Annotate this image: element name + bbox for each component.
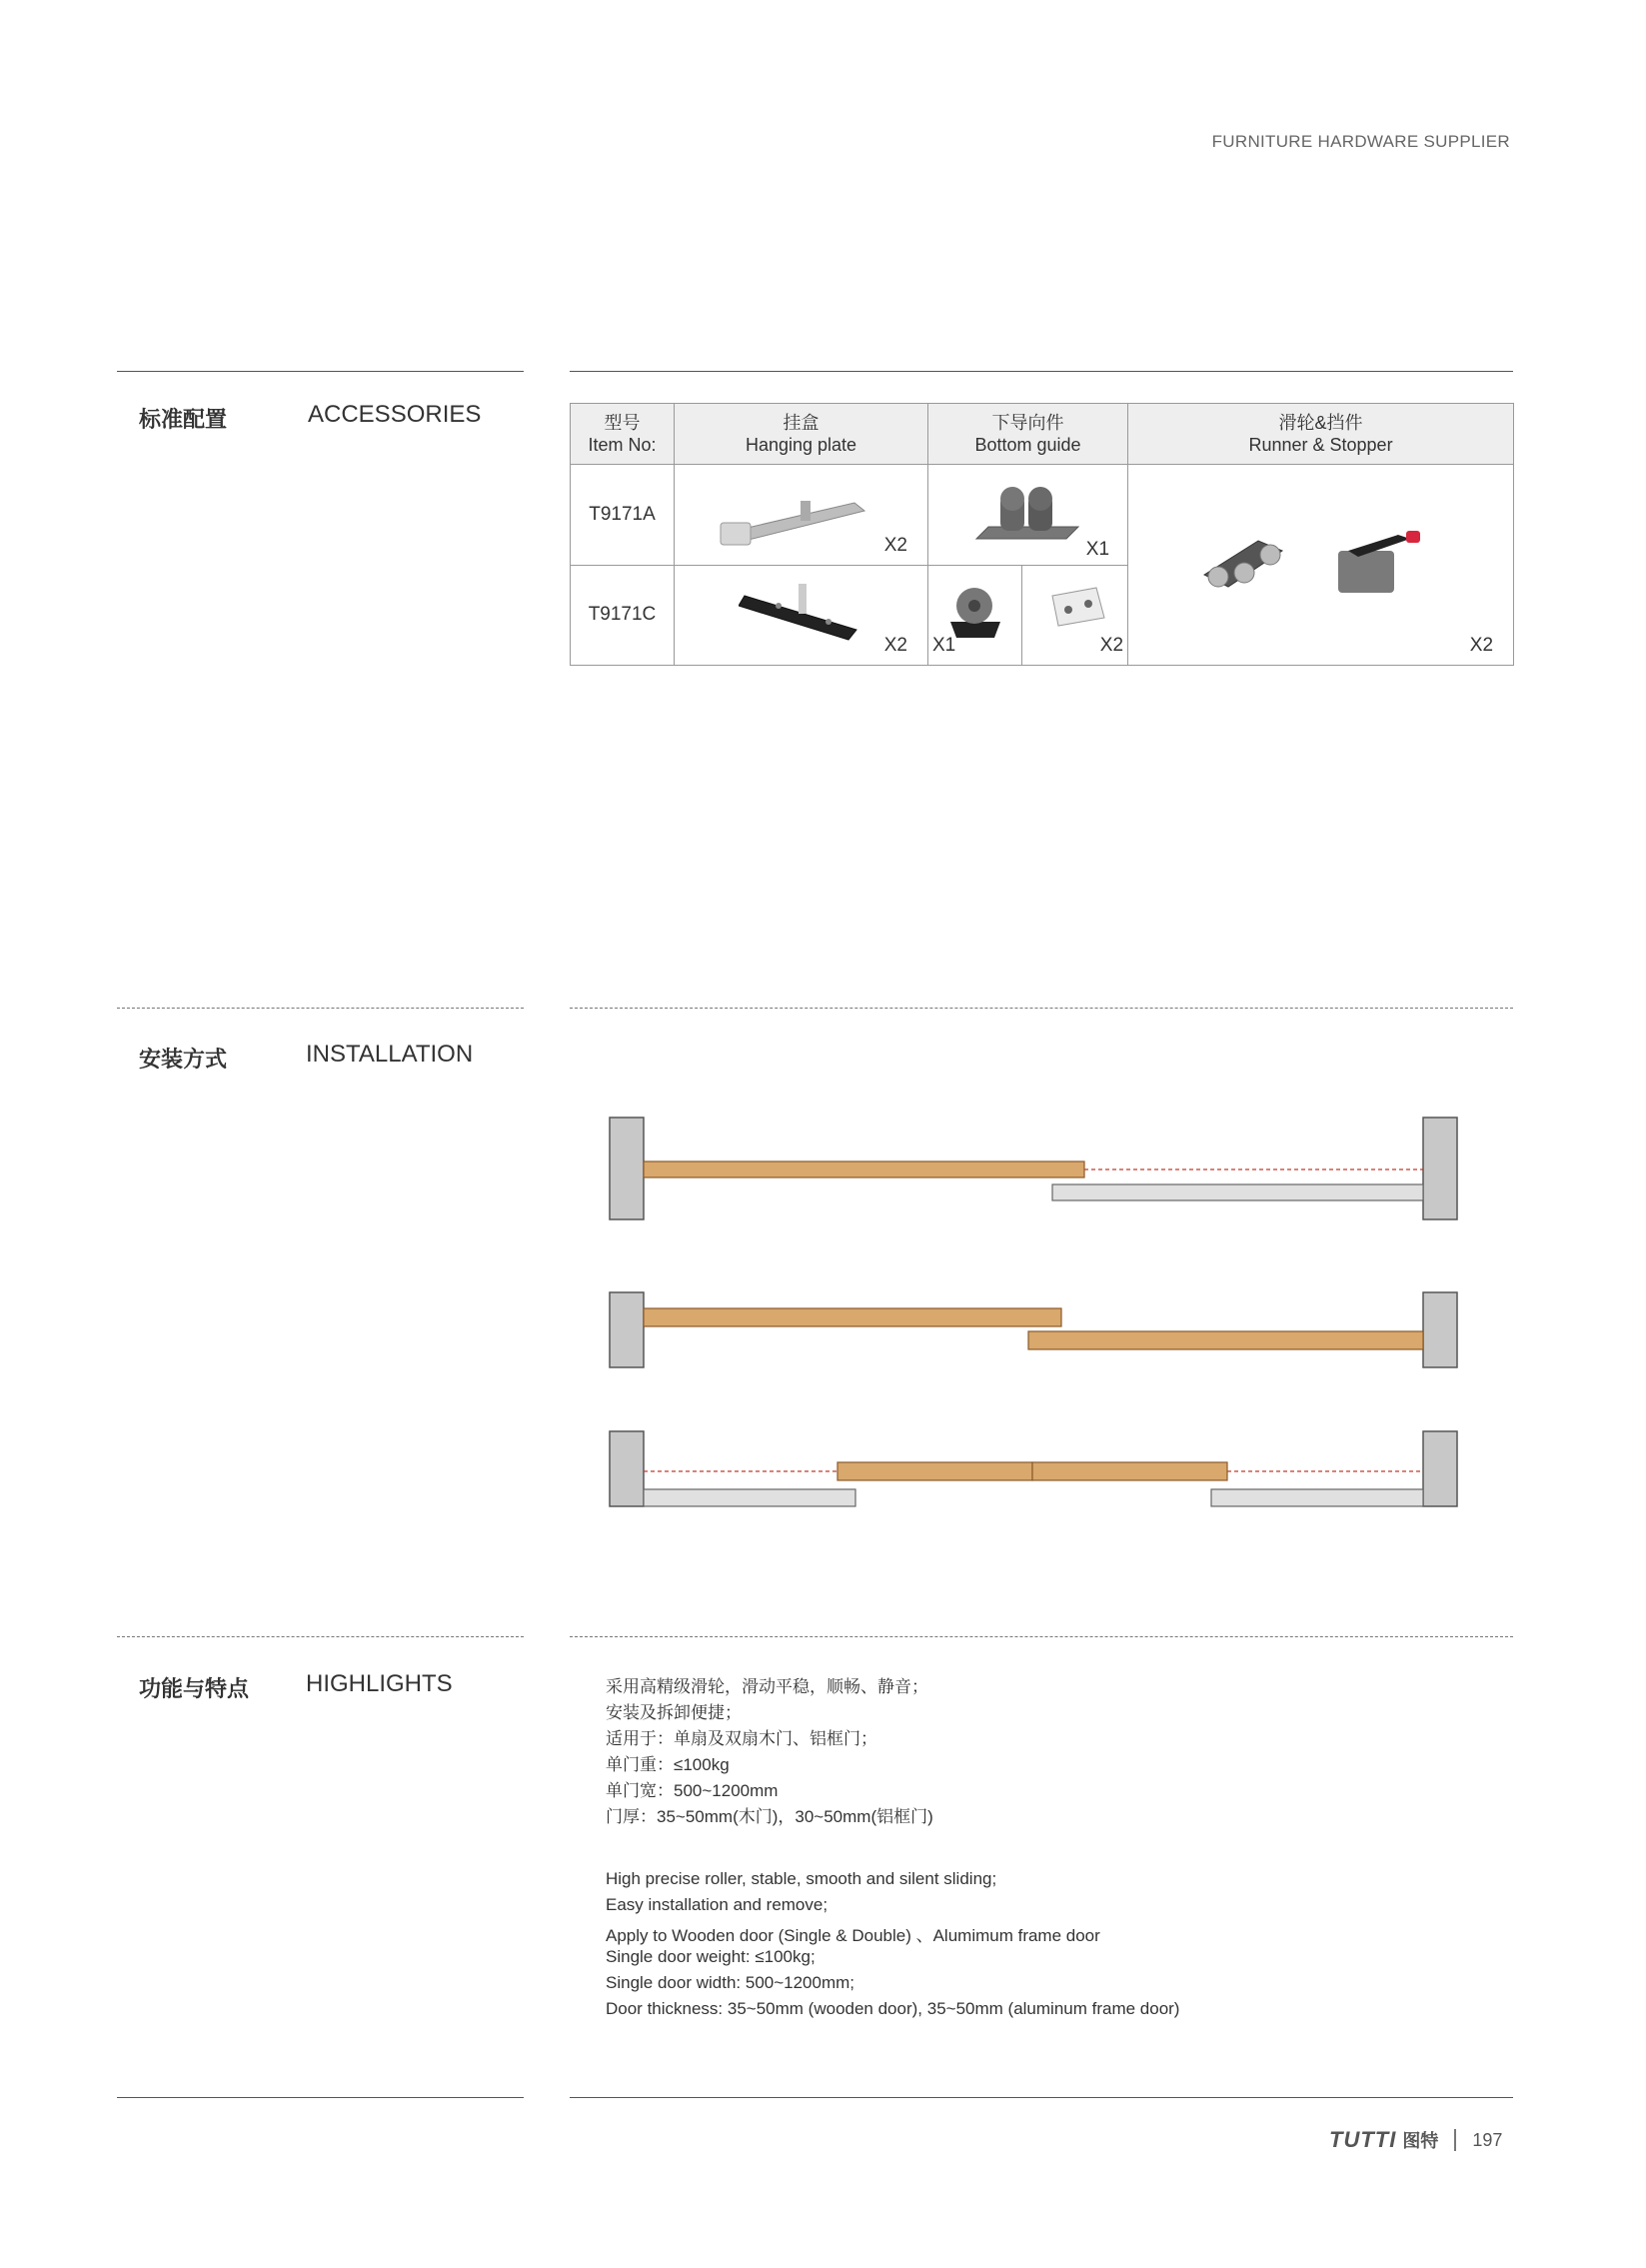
highlight-line-cn: 采用高精级滑轮，滑动平稳，顺畅、静音； xyxy=(606,1677,928,1696)
qty-label: X2 xyxy=(1099,635,1124,656)
accessories-table xyxy=(570,403,1514,666)
diagram-single-door xyxy=(610,1118,1457,1219)
footer-divider xyxy=(1454,2129,1456,2151)
runner-stopper-image xyxy=(1198,521,1458,611)
table-header-row xyxy=(571,404,1514,465)
installation-title-cn: 安装方式 xyxy=(139,1047,228,1072)
hanging-plate-image xyxy=(739,580,868,646)
qty-label: X1 xyxy=(932,635,956,656)
page-number: 197 xyxy=(1472,2129,1503,2150)
bottom-guide-image xyxy=(966,477,1086,557)
highlight-line-cn: 单门宽：500~1200mm xyxy=(606,1781,779,1800)
highlight-line-cn: 适用于：单扇及双扇木门、铝框门； xyxy=(606,1729,877,1748)
hanging-plate-image xyxy=(715,493,874,553)
section-rule-right xyxy=(570,1636,1513,1637)
footer-rule-left xyxy=(117,2097,524,2098)
runner-stopper-cell xyxy=(1128,465,1514,666)
qty-label: X1 xyxy=(1085,538,1110,560)
bottom-guide-cell xyxy=(928,565,1022,666)
table-row xyxy=(571,465,1514,566)
section-rule-left xyxy=(117,1008,524,1009)
highlights-title-cn: 功能与特点 xyxy=(139,1676,250,1701)
header-supplier: FURNITURE HARDWARE SUPPLIER xyxy=(1211,132,1510,151)
col-hanging-plate: 挂盒 Hanging plate xyxy=(675,404,928,465)
highlight-line-cn: 门厚：35~50mm(木门)，30~50mm(铝框门) xyxy=(606,1807,933,1826)
item-no-cell: T9171C xyxy=(571,565,675,666)
diagram-double-bi-parting xyxy=(610,1431,1457,1506)
highlight-line-en: High precise roller, stable, smooth and silent sliding; xyxy=(606,1869,997,1888)
diagram-double-bypass xyxy=(610,1292,1457,1367)
highlight-line-en: Door thickness: 35~50mm (wooden door), 35~50mm (aluminum frame door) xyxy=(606,1999,1180,2018)
qty-label: X2 xyxy=(883,635,907,656)
bottom-guide-cell xyxy=(928,465,1128,566)
section-rule-left xyxy=(117,371,524,372)
bottom-guide-plate-image xyxy=(1042,580,1112,640)
section-rule-right xyxy=(570,371,1513,372)
highlight-line-cn: 单门重：≤100kg xyxy=(606,1755,730,1774)
item-no-cell: T9171A xyxy=(571,465,675,566)
highlight-line-en: Apply to Wooden door (Single & Double) 、Alumimum frame door xyxy=(606,1926,1100,1945)
hanging-plate-cell xyxy=(675,565,928,666)
hanging-plate-cell xyxy=(675,465,928,566)
installation-diagram xyxy=(600,1100,1479,1519)
footer-rule-right xyxy=(570,2097,1513,2098)
section-rule-right xyxy=(570,1008,1513,1009)
accessories-title-en: ACCESSORIES xyxy=(308,401,482,428)
col-item-no: 型号 Item No: xyxy=(571,404,675,465)
section-rule-left xyxy=(117,1636,524,1637)
installation-title-en: INSTALLATION xyxy=(306,1041,474,1068)
accessories-title-cn: 标准配置 xyxy=(139,407,228,432)
brand-logo-cn: 图特 xyxy=(1402,2131,1439,2151)
bottom-guide-cell xyxy=(1022,565,1128,666)
highlight-line-en: Easy installation and remove; xyxy=(606,1895,828,1914)
col-bottom-guide: 下导向件 Bottom guide xyxy=(928,404,1128,465)
brand-logo: TUTTI xyxy=(1329,2127,1397,2152)
qty-label: X2 xyxy=(883,534,907,556)
col-runner-stopper: 滑轮&挡件 Runner & Stopper xyxy=(1128,404,1514,465)
highlight-line-cn: 安装及拆卸便捷； xyxy=(606,1703,742,1722)
footer-brand xyxy=(1329,2127,1502,2153)
highlight-line-en: Single door width: 500~1200mm; xyxy=(606,1973,855,1992)
qty-label: X2 xyxy=(1469,635,1494,656)
highlights-title-en: HIGHLIGHTS xyxy=(306,1670,453,1697)
highlight-line-en: Single door weight: ≤100kg; xyxy=(606,1947,816,1966)
